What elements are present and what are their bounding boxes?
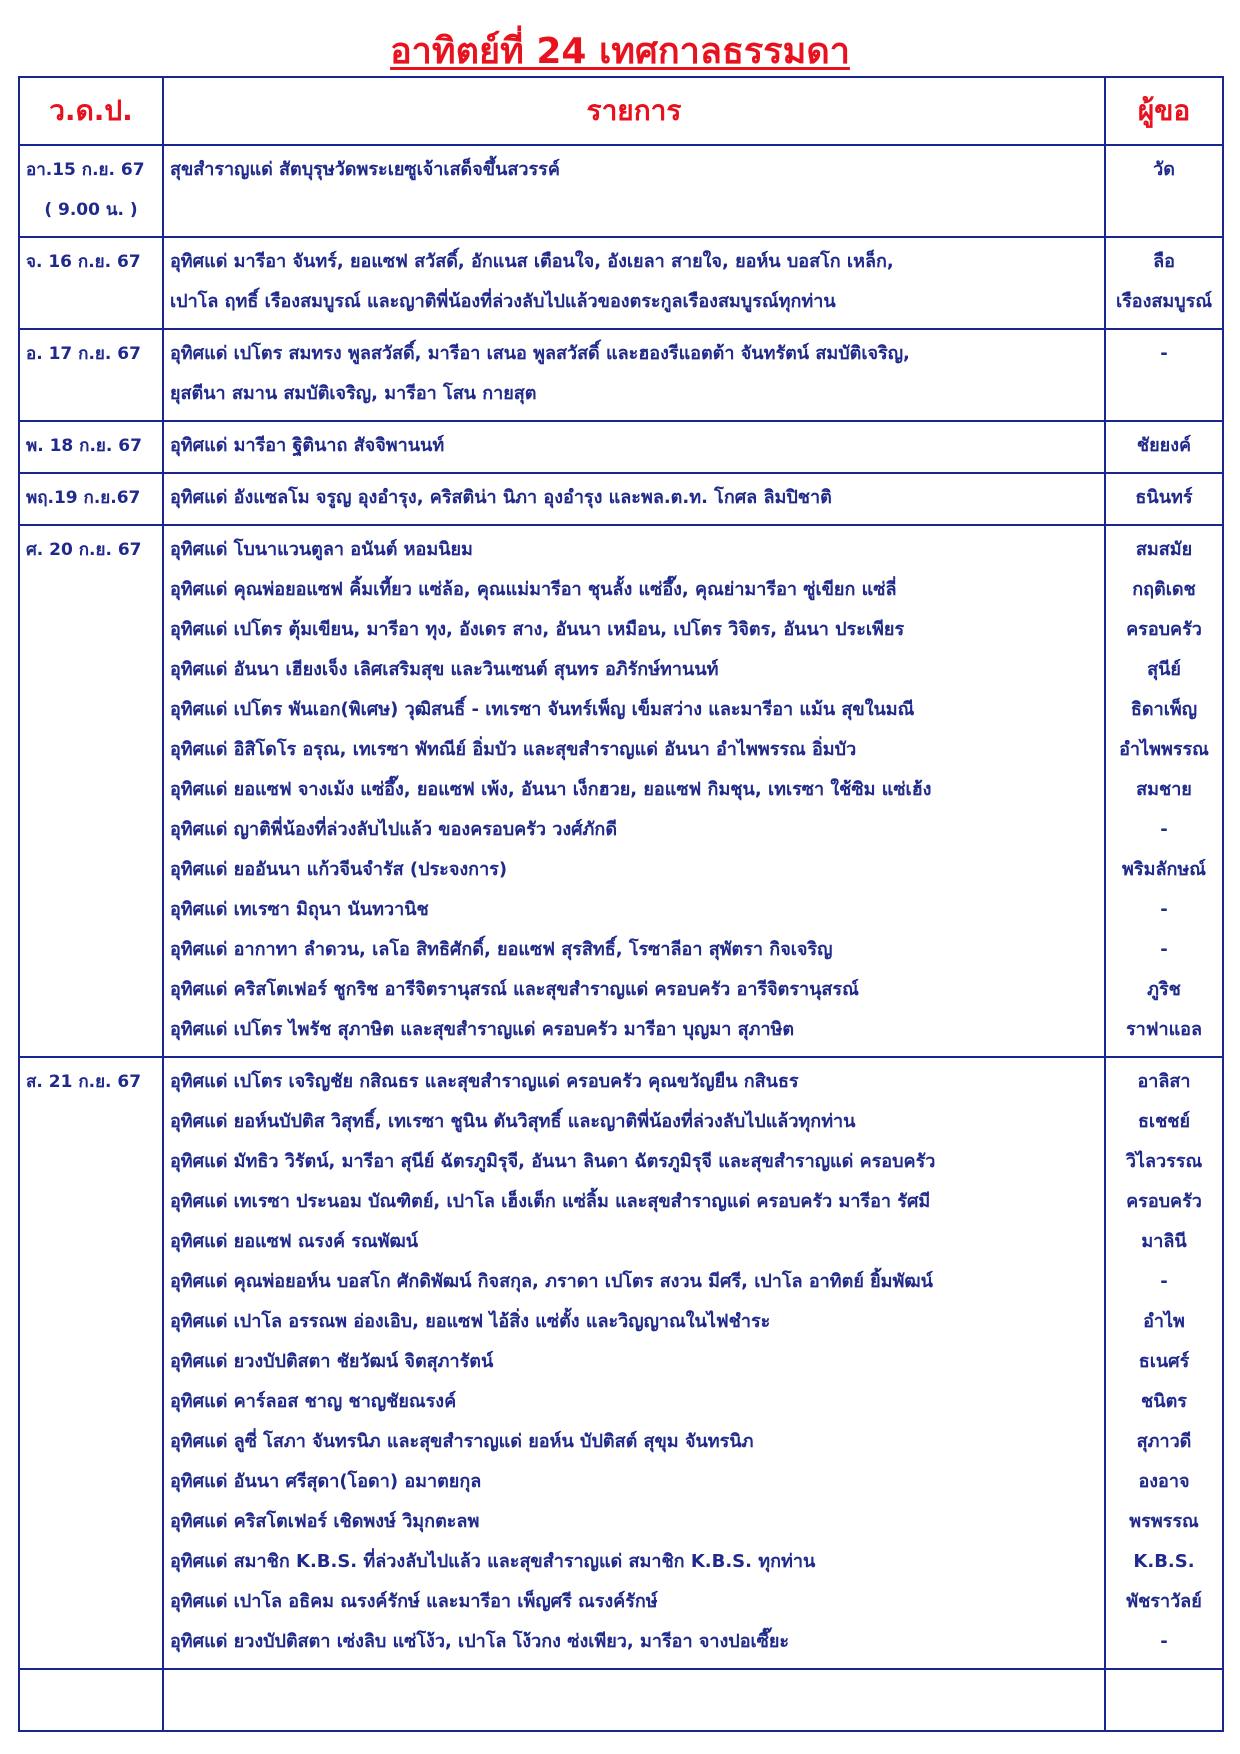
date-cell xyxy=(19,145,163,237)
requester-name: อาลิสา xyxy=(1137,1071,1191,1092)
date-text: จ. 16 ก.ย. 67 xyxy=(26,252,141,272)
table-row xyxy=(19,1057,1223,1669)
date-cell xyxy=(19,237,163,329)
date-text: ส. 21 ก.ย. 67 xyxy=(26,1072,142,1092)
empty-row xyxy=(19,1669,1223,1731)
requester-name: พริมลักษณ์ xyxy=(1122,859,1206,880)
items-cell xyxy=(163,329,1105,421)
intention-line: อุทิศแด่ มารีอา ฐิตินาถ สัจจิพานนท์ xyxy=(170,435,445,456)
intention-line: อุทิศแด่ ญาติพี่น้องที่ล่วงลับไปแล้ว ของครอบครัว วงศ์ภักดี xyxy=(170,819,618,840)
requester-cell xyxy=(1105,145,1223,237)
date-cell xyxy=(19,525,163,1057)
requester-name: สมสมัย xyxy=(1135,539,1193,560)
table-body xyxy=(19,145,1223,1731)
intention-line: อุทิศแด่ ยอแซฟ จางเม้ง แซ่อึ๊ง, ยอแซฟ เพ้ง, อันนา เง็กฮวย, ยอแซฟ กิมชุน, เทเรซา ใช้ซิม แซ่เฮ้ง xyxy=(170,779,932,800)
intention-line: อุทิศแด่ เปโตร ไพรัช สุภาษิต และสุขสำราญแด่ ครอบครัว มารีอา บุญมา สุภาษิต xyxy=(170,1019,795,1040)
date-text: อ. 17 ก.ย. 67 xyxy=(26,344,141,364)
date-cell xyxy=(19,1057,163,1669)
date-text: พฤ.19 ก.ย.67 xyxy=(26,488,141,508)
intention-line: อุทิศแด่ อันนา เฮียงเจ็ง เลิศเสริมสุข และวินเซนต์ สุนทร อภิรักษ์ทานนท์ xyxy=(170,659,719,680)
items-cell xyxy=(163,473,1105,525)
date-cell xyxy=(19,421,163,473)
empty-cell xyxy=(163,1669,1105,1731)
intention-line: อุทิศแด่ อากาทา ลำดวน, เลโอ สิทธิศักดิ์, ยอแซฟ สุรสิทธิ์, โรซาลีอา สุพัตรา กิจเจริญ xyxy=(170,939,833,960)
intention-line: เปาโล ฤทธิ์ เรืองสมบูรณ์ และญาติพี่น้องที่ล่วงลับไปแล้วของตระกูลเรืองสมบูรณ์ทุกท่าน xyxy=(170,291,836,312)
intention-line: อุทิศแด่ โบนาแวนตูลา อนันต์ หอมนิยม xyxy=(170,539,473,560)
date-cell xyxy=(19,473,163,525)
requester-name: - xyxy=(1160,939,1168,960)
intention-line: อุทิศแด่ เปโตร เจริญชัย กสิณธร และสุขสำราญแด่ ครอบครัว คุณขวัญยืน กสินธร xyxy=(170,1071,799,1092)
header-requester: ผู้ขอ xyxy=(1105,77,1223,145)
intention-line: อุทิศแด่ เปโตร พันเอก(พิเศษ) วุฒิสนธิ์ - เทเรซา จันทร์เพ็ญ เข็มสว่าง และมารีอา แม้น สุขในมณี xyxy=(170,699,915,720)
requester-name: อำไพ xyxy=(1143,1311,1185,1332)
intention-line: อุทิศแด่ ยออันนา แก้วจีนจำรัส (ประจงการ) xyxy=(170,859,508,880)
intention-line: อุทิศแด่ คริสโตเฟอร์ ชูกริช อารีจิตรานุสรณ์ และสุขสำราญแด่ ครอบครัว อารีจิตรานุสรณ์ xyxy=(170,979,859,1000)
intention-line: อุทิศแด่ เปาโล อธิคม ณรงค์รักษ์ และมารีอา เพ็ญศรี ณรงค์รักษ์ xyxy=(170,1591,658,1612)
requester-name: - xyxy=(1160,343,1168,364)
requester-cell xyxy=(1105,237,1223,329)
table-row xyxy=(19,237,1223,329)
requester-name: ธนินทร์ xyxy=(1135,487,1193,508)
intention-line: อุทิศแด่ อันนา ศรีสุดา(โอดา) อมาตยกุล xyxy=(170,1471,482,1492)
requester-name: ราฟาแอล xyxy=(1125,1019,1203,1040)
intention-line: อุทิศแด่ คริสโตเฟอร์ เชิดพงษ์ วิมุกตะลพ xyxy=(170,1511,480,1532)
requester-name: พรพรรณ xyxy=(1129,1511,1199,1532)
requester-name: มาลินี xyxy=(1141,1231,1187,1252)
intention-line: อุทิศแด่ สมาชิก K.B.S. ที่ล่วงลับไปแล้ว และสุขสำราญแด่ สมาชิก K.B.S. ทุกท่าน xyxy=(170,1551,816,1572)
requester-name: ชัยยงค์ xyxy=(1136,435,1192,456)
requester-cell xyxy=(1105,525,1223,1057)
requester-name: K.B.S. xyxy=(1133,1551,1195,1572)
requester-name: ลือ xyxy=(1153,251,1175,272)
table-row xyxy=(19,473,1223,525)
requester-name: วัด xyxy=(1153,159,1175,180)
requester-name: อำไพพรรณ xyxy=(1119,739,1209,760)
empty-cell xyxy=(1105,1669,1223,1731)
intention-line: อุทิศแด่ เทเรซา มิถุนา นันทวานิช xyxy=(170,899,429,920)
intention-line: อุทิศแด่ มัทธิว วิรัตน์, มารีอา สุนีย์ ฉัตรภูมิรุจี, อันนา ลินดา ฉัตรภูมิรุจี และสุขสำราญแด่ ครอบครัว xyxy=(170,1151,936,1172)
requester-name: ครอบครัว xyxy=(1126,619,1202,640)
intention-line: อุทิศแด่ เทเรซา ประนอม บัณฑิตย์, เปาโล เฮ็งเต็ก แซ่ลิ้ม และสุขสำราญแด่ ครอบครัว มารีอา รัศมี xyxy=(170,1191,931,1212)
intention-line: อุทิศแด่ ยวงบัปติสตา เซ่งลิบ แซ่โง้ว, เปาโล โง้วกง ซ่งเพียว, มารีอา จางปอเซี๊ยะ xyxy=(170,1631,790,1652)
items-cell xyxy=(163,525,1105,1057)
items-cell xyxy=(163,421,1105,473)
intention-line: อุทิศแด่ ยอห์นบัปติส วิสุทธิ์, เทเรซา ชูนิน ตันวิสุทธิ์ และญาติพี่น้องที่ล่วงลับไปแล้วทุกท่าน xyxy=(170,1111,856,1132)
intention-line: ยุสตีนา สมาน สมบัติเจริญ, มารีอา โสน กายสุต xyxy=(170,383,537,404)
table-header-row xyxy=(19,77,1223,145)
items-cell xyxy=(163,145,1105,237)
date-time-text: ( 9.00 น. ) xyxy=(44,200,138,220)
requester-name: องอาจ xyxy=(1138,1471,1190,1492)
requester-name: สุนีย์ xyxy=(1147,659,1181,680)
requester-name: กฤติเดช xyxy=(1132,579,1196,600)
header-date: ว.ด.ป. xyxy=(19,77,163,145)
intention-line: อุทิศแด่ ลูซี่ โสภา จันทรนิภ และสุขสำราญแด่ ยอห์น บัปติสต์ สุขุม จันทรนิภ xyxy=(170,1431,754,1452)
requester-name: - xyxy=(1160,1271,1168,1292)
requester-name: วิไลวรรณ xyxy=(1125,1151,1203,1172)
requester-cell xyxy=(1105,421,1223,473)
requester-name: - xyxy=(1160,899,1168,920)
table-row xyxy=(19,525,1223,1057)
requester-name: ธิดาเพ็ญ xyxy=(1130,699,1198,720)
intention-line: สุขสำราญแด่ สัตบุรุษวัดพระเยซูเจ้าเสด็จขึ้นสวรรค์ xyxy=(170,159,560,180)
requester-name: เรืองสมบูรณ์ xyxy=(1115,291,1213,312)
requester-name: - xyxy=(1160,1631,1168,1652)
intention-line: อุทิศแด่ คุณพ่อยอแซฟ คิ้มเที้ยว แซ่ล้อ, คุณแม่มารีอา ชุนลั้ง แซ่อึ๊ง, คุณย่ามารีอา ซู่เขียก แซ่ลี่ xyxy=(170,579,897,600)
intentions-table xyxy=(18,76,1224,1732)
requester-name: ภูริช xyxy=(1147,979,1181,1000)
requester-name: ครอบครัว xyxy=(1126,1191,1202,1212)
items-cell xyxy=(163,237,1105,329)
intention-line: อุทิศแด่ อังแซลโม จรูญ อุงอำรุง, คริสติน่า นิภา อุงอำรุง และพล.ต.ท. โกศล ลิมปิชาติ xyxy=(170,487,832,508)
intention-line: อุทิศแด่ คุณพ่อยอห์น บอสโก ศักดิพัฒน์ กิจสกุล, ภราดา เปโตร สงวน มีศรี, เปาโล อาทิตย์ ยิ้มพัฒน์ xyxy=(170,1271,933,1292)
table-row xyxy=(19,329,1223,421)
requester-cell xyxy=(1105,1057,1223,1669)
requester-name: สุภาวดี xyxy=(1136,1431,1192,1452)
table-row xyxy=(19,421,1223,473)
date-text: อา.15 ก.ย. 67 xyxy=(26,160,145,180)
intention-line: อุทิศแด่ ยวงบัปติสตา ชัยวัฒน์ จิตสุภารัตน์ xyxy=(170,1351,494,1372)
intention-line: อุทิศแด่ มารีอา จันทร์, ยอแซฟ สวัสดิ์, อักแนส เตือนใจ, อังเยลา สายใจ, ยอห์น บอสโก เหล็ก, xyxy=(170,251,894,272)
date-cell xyxy=(19,329,163,421)
requester-name: - xyxy=(1160,819,1168,840)
requester-name: ชนิตร xyxy=(1141,1391,1187,1412)
intention-line: อุทิศแด่ คาร์ลอส ชาญ ชาญชัยณรงค์ xyxy=(170,1391,457,1412)
header-items: รายการ xyxy=(163,77,1105,145)
intention-line: อุทิศแด่ เปโตร สมทรง พูลสวัสดิ์, มารีอา เสนอ พูลสวัสดิ์ และฮองรีแอตต้า จันทรัตน์ สมบัติเจริญ, xyxy=(170,343,910,364)
intention-line: อุทิศแด่ อิสิโดโร อรุณ, เทเรซา พัทณีย์ อิ่มบัว และสุขสำราญแด่ อันนา อำไพพรรณ อิ่มบัว xyxy=(170,739,857,760)
table-row xyxy=(19,145,1223,237)
requester-cell xyxy=(1105,329,1223,421)
date-text: ศ. 20 ก.ย. 67 xyxy=(26,540,142,560)
requester-name: ธเชชย์ xyxy=(1137,1111,1191,1132)
intention-line: อุทิศแด่ ยอแซฟ ณรงค์ รณพัฒน์ xyxy=(170,1231,419,1252)
page-title: อาทิตย์ที่ 24 เทศกาลธรรมดา xyxy=(390,31,850,72)
intention-line: อุทิศแด่ เปาโล อรรณพ อ่องเอิบ, ยอแซฟ ไอ้สิ่ง แซ่ตั้ง และวิญญาณในไฟชำระ xyxy=(170,1311,771,1332)
date-text: พ. 18 ก.ย. 67 xyxy=(26,436,142,456)
requester-name: ธเนศร์ xyxy=(1138,1351,1190,1372)
requester-cell xyxy=(1105,473,1223,525)
items-cell xyxy=(163,1057,1105,1669)
intention-line: อุทิศแด่ เปโตร ตุ้มเขียน, มารีอา ทุง, อังเดร สาง, อันนา เหมือน, เปโตร วิจิตร, อันนา ประเพียร xyxy=(170,619,905,640)
requester-name: พัชราวัลย์ xyxy=(1126,1591,1202,1612)
empty-cell xyxy=(19,1669,163,1731)
requester-name: สมชาย xyxy=(1136,779,1192,800)
